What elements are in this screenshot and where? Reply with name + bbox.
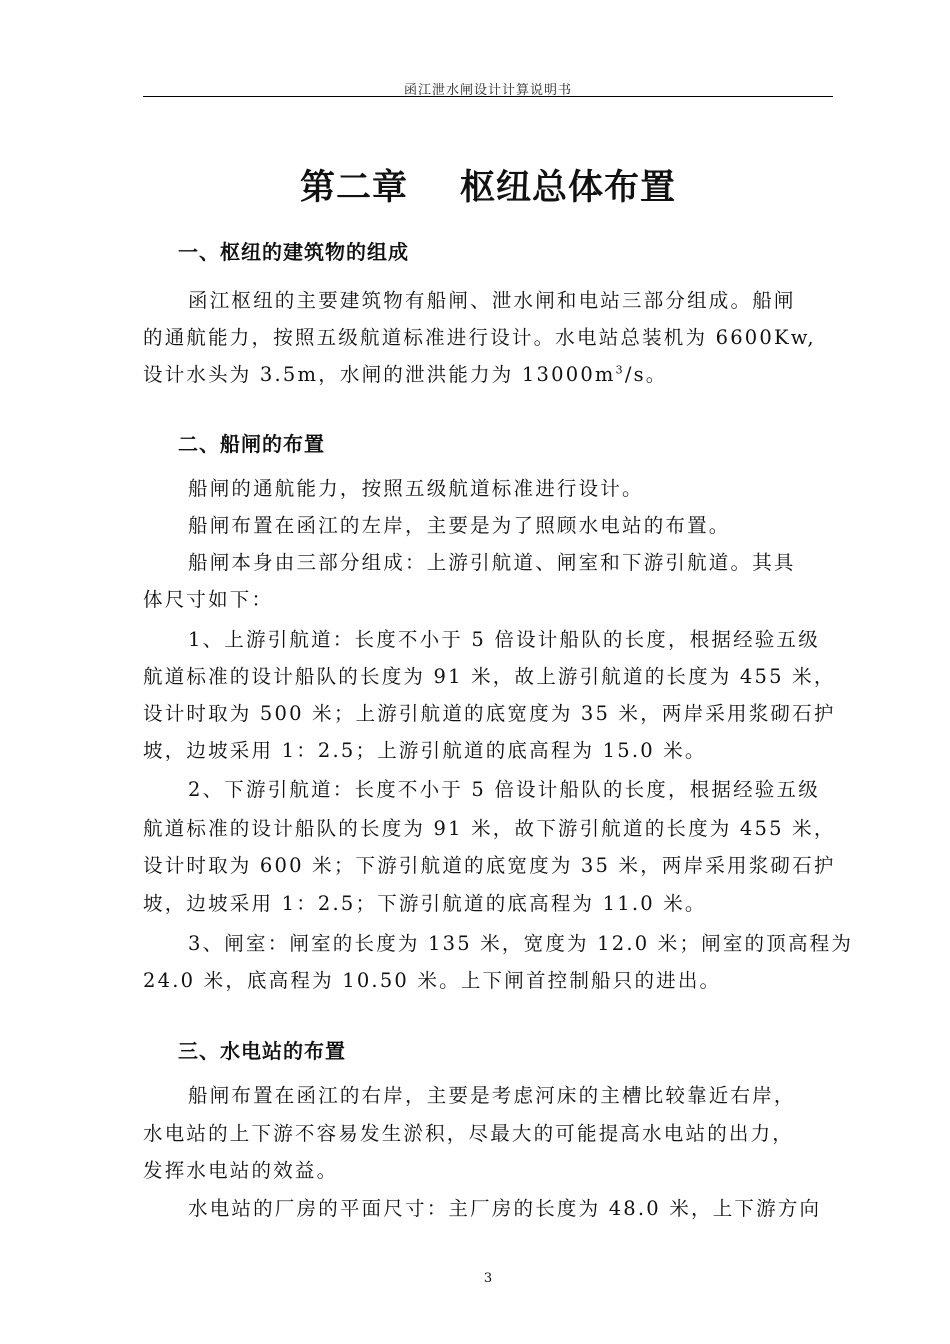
paragraph-line: 2、下游引航道：长度不小于 5 倍设计船队的长度，根据经验五级 xyxy=(188,778,820,801)
paragraph-line: 设计时取为 600 米；下游引航道的底宽度为 35 米，两岸采用浆砌石护 xyxy=(143,854,836,877)
paragraph-line: 船闸的通航能力，按照五级航道标准进行设计。 xyxy=(188,477,644,500)
superscript: 3 xyxy=(615,363,625,377)
paragraph-line: 船闸布置在函江的右岸，主要是考虑河床的主槽比较靠近右岸， xyxy=(188,1084,796,1107)
paragraph-line: 坡，边坡采用 1：2.5；下游引航道的底高程为 11.0 米。 xyxy=(143,892,707,915)
paragraph-line: 航道标准的设计船队的长度为 91 米，故上游引航道的长度为 455 米， xyxy=(143,665,836,688)
paragraph-text: /s。 xyxy=(624,363,668,386)
paragraph-line: 船闸布置在函江的左岸，主要是为了照顾水电站的布置。 xyxy=(188,514,731,537)
paragraph-line: 3、闸室：闸室的长度为 135 米，宽度为 12.0 米；闸室的顶高程为 xyxy=(188,932,854,955)
header-divider xyxy=(143,96,833,97)
paragraph-line: 水电站的上下游不容易发生淤积，尽最大的可能提高水电站的出力， xyxy=(143,1122,795,1145)
paragraph-line: 水电站的厂房的平面尺寸：主厂房的长度为 48.0 米，上下游方向 xyxy=(188,1197,822,1220)
paragraph-line: 坡，边坡采用 1：2.5；上游引航道的底高程为 15.0 米。 xyxy=(143,739,707,762)
section-heading-composition: 一、枢纽的建筑物的组成 xyxy=(178,240,409,264)
chapter-title xyxy=(143,160,833,210)
paragraph-line: 函江枢纽的主要建筑物有船闸、泄水闸和电站三部分组成。船闸 xyxy=(188,289,796,312)
page-number: 3 xyxy=(483,1271,493,1286)
paragraph-line: 1、上游引航道：长度不小于 5 倍设计船队的长度，根据经验五级 xyxy=(188,628,820,651)
section-heading-powerstation: 三、水电站的布置 xyxy=(178,1039,346,1063)
header-title: 函江泄水闸设计计算说明书 xyxy=(403,83,572,98)
section-heading-shiplock: 二、船闸的布置 xyxy=(178,432,325,456)
paragraph-line: 24.0 米，底高程为 10.50 米。上下闸首控制船只的进出。 xyxy=(143,969,722,992)
chapter-number: 第二章 xyxy=(299,168,408,208)
paragraph-line: 体尺寸如下： xyxy=(143,588,274,611)
paragraph-line: 设计时取为 500 米；上游引航道的底宽度为 35 米，两岸采用浆砌石护 xyxy=(143,702,836,725)
chapter-name: 枢纽总体布置 xyxy=(460,168,677,208)
paragraph-line: 发挥水电站的效益。 xyxy=(143,1159,339,1182)
paragraph-text: 设计水头为 3.5m，水闸的泄洪能力为 13000m xyxy=(143,363,616,386)
paragraph-line: 航道标准的设计船队的长度为 91 米，故下游引航道的长度为 455 米， xyxy=(143,817,836,840)
paragraph-line: 的通航能力，按照五级航道标准进行设计。水电站总装机为 6600Kw, xyxy=(143,326,816,349)
paragraph-line xyxy=(143,359,668,387)
paragraph-line: 船闸本身由三部分组成：上游引航道、闸室和下游引航道。其具 xyxy=(188,551,796,574)
